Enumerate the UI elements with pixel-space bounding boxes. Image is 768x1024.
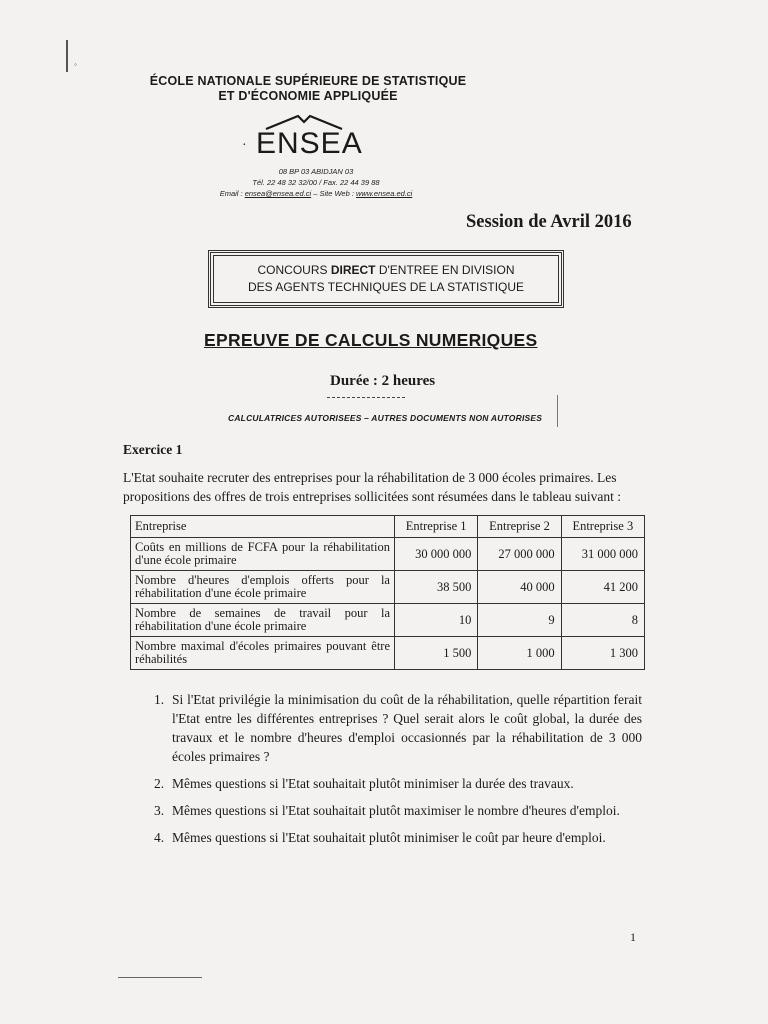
phone-fax: Tél. 22 48 32 32/00 / Fax. 22 44 39 88	[252, 178, 380, 187]
school-name	[148, 74, 468, 104]
question-item	[146, 690, 642, 766]
contest-inner	[213, 255, 559, 303]
table-cell: 38 500	[395, 571, 478, 604]
school-name-line2: ET D'ÉCONOMIE APPLIQUÉE	[218, 89, 398, 103]
table-cell: 31 000 000	[561, 538, 644, 571]
table-cell: 41 200	[561, 571, 644, 604]
question-text: Si l'Etat privilégie la minimisation du coût de la réhabilitation, quelle répartition ferait l'Etat entre les différentes entreprises ? Quel serait alors le coût global, la durée des travaux et le nombre d'heures d'emploi occasionnés par la réhabilitation de 3 000 écoles primaires ?	[172, 692, 642, 764]
contact-block	[196, 166, 436, 199]
table-cell: 9	[478, 604, 561, 637]
question-text: Mêmes questions si l'Etat souhaitait plutôt minimiser le coût par heure d'emploi.	[172, 830, 606, 845]
contest-line1-post: D'ENTREE EN DIVISION	[375, 263, 515, 277]
row-label: Nombre de semaines de travail pour la réhabilitation d'une école primaire	[131, 604, 395, 637]
question-number: 4.	[154, 830, 165, 845]
logo-dot: ·	[242, 138, 247, 153]
row-label: Nombre d'heures d'emplois offerts pour la réhabilitation d'une école primaire	[131, 571, 395, 604]
scan-dot: ◦	[74, 60, 77, 69]
table-cell: 10	[395, 604, 478, 637]
school-name-line1: ÉCOLE NATIONALE SUPÉRIEURE DE STATISTIQUE	[149, 74, 467, 88]
table-cell: 8	[561, 604, 644, 637]
question-number: 2.	[154, 776, 165, 791]
table-row	[131, 538, 645, 571]
calculators-note: CALCULATRICES AUTORISEES – AUTRES DOCUMENTS NON AUTORISES	[228, 413, 543, 423]
table-cell: 30 000 000	[395, 538, 478, 571]
table-header-cell: Entreprise 1	[395, 516, 478, 538]
table-header-row	[131, 516, 645, 538]
address: 08 BP 03 ABIDJAN 03	[278, 167, 354, 176]
logo-text: ENSEA	[256, 127, 363, 160]
session-title: Session de Avril 2016	[466, 212, 632, 232]
table-row	[131, 637, 645, 670]
contest-line2: DES AGENTS TECHNIQUES DE LA STATISTIQUE	[247, 280, 525, 294]
table-header-cell: Entreprise	[131, 516, 395, 538]
email-link[interactable]: ensea@ensea.ed.ci	[244, 189, 312, 198]
table-row	[131, 571, 645, 604]
offers-table	[130, 515, 645, 670]
scan-edge-mark	[66, 40, 68, 72]
question-item	[146, 828, 642, 847]
table-header-cell: Entreprise 3	[561, 516, 644, 538]
table-cell: 1 500	[395, 637, 478, 670]
ensea-logo	[232, 113, 362, 161]
table-row	[131, 604, 645, 637]
exam-title: EPREUVE DE CALCULS NUMERIQUES	[204, 330, 538, 350]
page-number: 1	[630, 930, 636, 944]
bottom-rule	[118, 977, 202, 978]
contest-line1	[214, 262, 558, 279]
row-label: Nombre maximal d'écoles primaires pouvant être réhabilités	[131, 637, 395, 670]
contest-direct: DIRECT	[330, 263, 376, 277]
question-text: Mêmes questions si l'Etat souhaitait plutôt maximiser le nombre d'heures d'emploi.	[172, 803, 620, 818]
question-text: Mêmes questions si l'Etat souhaitait plutôt minimiser la durée des travaux.	[172, 776, 574, 791]
table-cell: 27 000 000	[478, 538, 561, 571]
question-item	[146, 801, 642, 820]
row-label: Coûts en millions de FCFA pour la réhabilitation d'une école primaire	[131, 538, 395, 571]
table-cell: 1 000	[478, 637, 561, 670]
exercise-intro: L'Etat souhaite recruter des entreprises pour la réhabilitation de 3 000 écoles primaires. Les propositions des offres de trois entreprises sollicitées sont résumées dans le tableau suivant :	[123, 470, 622, 504]
margin-rule	[557, 395, 558, 427]
email-web-line	[196, 188, 436, 199]
question-number: 1.	[154, 692, 165, 707]
table-cell: 40 000	[478, 571, 561, 604]
contest-box	[208, 250, 564, 308]
website-link[interactable]: www.ensea.ed.ci	[356, 189, 413, 198]
question-item	[146, 774, 642, 793]
web-prefix: – Site Web :	[311, 189, 357, 198]
contest-line1-pre: CONCOURS	[257, 263, 331, 277]
table-cell: 1 300	[561, 637, 644, 670]
questions-list	[146, 690, 642, 855]
question-number: 3.	[154, 803, 165, 818]
exercise-title: Exercice 1	[123, 442, 183, 457]
email-prefix: Email :	[219, 189, 245, 198]
duration: Durée : 2 heures	[330, 373, 436, 389]
duration-underline	[327, 397, 405, 398]
table-header-cell: Entreprise 2	[478, 516, 561, 538]
